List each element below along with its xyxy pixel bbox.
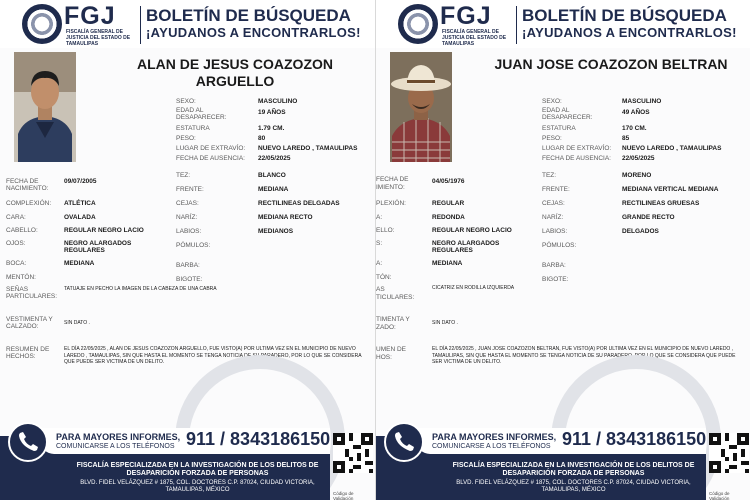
label-boca: BOCA: (6, 260, 27, 267)
brand: FGJ (440, 2, 492, 30)
label-barba: BARBA: (176, 262, 200, 269)
label-tez: TEZ: (542, 172, 557, 179)
label-edad: EDAD AL DESAPARECER: (542, 107, 593, 121)
fgj-seal-logo (22, 4, 62, 44)
value-estatura: 1.79 CM. (258, 125, 285, 132)
label-bigote: BIGOTE: (176, 276, 203, 283)
qr-code-graphic (333, 433, 373, 473)
value-edad: 19 AÑOS (258, 109, 286, 116)
bulletin-subtitle: ¡AYUDANOS A ENCONTRARLOS! (522, 25, 737, 40)
label-resumen: RESUMEN DE HECHOS: (6, 346, 50, 360)
value-cejas: RECTILINEAS DELGADAS (258, 200, 340, 207)
brand-subtitle: FISCALÍA GENERAL DE JUSTICIA DEL ESTADO DE TAMAULIPAS (442, 29, 507, 47)
value-cara: OVALADA (64, 214, 96, 221)
agency-name: FISCALÍA ESPECIALIZADA EN LA INVESTIGACIÓN DE LOS DELITOS DE DESAPARICIÓN FORZADA DE PERSONAS (452, 462, 695, 477)
label-nariz: NARÍZ: (176, 214, 198, 221)
value-cara: REDONDA (432, 214, 465, 221)
bulletin-title: BOLETÍN DE BÚSQUEDA (522, 6, 727, 25)
phone-icon (386, 424, 422, 460)
value-labios: DELGADOS (622, 228, 659, 235)
label-labios: LABIOS: (176, 228, 202, 235)
value-peso: 80 (258, 135, 266, 142)
value-nariz: GRANDE RECTO (622, 214, 675, 221)
qr-code-graphic (709, 433, 749, 473)
info-line-1: PARA MAYORES INFORMES, (56, 432, 181, 442)
qr-code[interactable] (709, 433, 749, 473)
brand-subtitle: FISCALÍA GENERAL DE JUSTICIA DEL ESTADO DE TAMAULIPAS (66, 29, 131, 47)
phone-number[interactable]: 911 / 8343186150 (186, 429, 331, 449)
value-cejas: RECTILINEAS GRUESAS (622, 200, 700, 207)
label-pomulos: PÓMULOS: (542, 242, 577, 249)
value-fecha-nacimiento: 04/05/1976 (432, 178, 465, 185)
value-complexion: ATLÉTICA (64, 200, 96, 207)
qr-caption: Código de Validación (709, 491, 730, 500)
info-line-2: COMUNICARSE A LOS TELÉFONOS (432, 443, 551, 450)
value-lugar: NUEVO LAREDO , TAMAULIPAS (622, 145, 722, 152)
label-cejas: CEJAS: (176, 200, 199, 207)
label-cabello: CABELLO: (6, 227, 38, 234)
label-resumen: UMEN DE (376, 346, 406, 353)
divider (140, 6, 141, 44)
label-nariz: NARÍZ: (542, 214, 564, 221)
label-barba: BARBA: (542, 262, 566, 269)
label-lugar: LUGAR DE EXTRAVÍO: (542, 145, 612, 152)
label-complexion: PLEXIÓN: (376, 200, 406, 207)
label-cara: A: (376, 214, 383, 221)
label-sexo: SEXO: (176, 98, 196, 105)
agency-name: FISCALÍA ESPECIALIZADA EN LA INVESTIGACIÓN DE LOS DELITOS DE DESAPARICIÓN FORZADA DE PERSONAS (76, 462, 319, 477)
value-labios: MEDIANOS (258, 228, 294, 235)
label-senas: AS (376, 286, 385, 293)
poster-right (375, 0, 750, 500)
info-line-2: COMUNICARSE A LOS TELÉFONOS (56, 443, 175, 450)
label-sexo: SEXO: (542, 98, 562, 105)
label-labios: LABIOS: (542, 228, 568, 235)
value-estatura: 170 CM. (622, 125, 647, 132)
label-lugar: LUGAR DE EXTRAVÍO: (176, 145, 246, 152)
person-name: JUAN JOSE COAZOZON BELTRAN (494, 56, 728, 72)
label-senas: SEÑAS PARTICULARES: (6, 286, 58, 300)
label-frente: FRENTE: (542, 186, 570, 193)
value-nariz: MEDIANA RECTO (258, 214, 313, 221)
value-cabello: REGULAR NEGRO LACIO (64, 227, 144, 234)
label-boca: A: (376, 260, 383, 267)
value-ojos: NEGRO ALARGADOS REGULARES (64, 240, 132, 254)
value-fecha-nacimiento: 09/07/2005 (64, 178, 97, 185)
label-fecha-nacimiento: FECHA DE (376, 176, 409, 183)
label-ojos: S: (376, 240, 383, 247)
value-vestimenta: SIN DATO . (432, 320, 458, 326)
header (0, 0, 375, 48)
label-fecha-nacimiento: FECHA DE NACIMIENTO: (6, 178, 49, 192)
phone-icon (10, 424, 46, 460)
value-lugar: NUEVO LAREDO , TAMAULIPAS (258, 145, 358, 152)
label-estatura: ESTATURA (542, 125, 576, 132)
label-fecha-nacimiento-2: IMIENTO: (376, 184, 405, 191)
value-peso: 85 (622, 135, 630, 142)
value-frente: MEDIANA VERTICAL MEDIANA (622, 186, 719, 193)
bulletin-title: BOLETÍN DE BÚSQUEDA (146, 6, 351, 25)
label-peso: PESO: (542, 135, 562, 142)
fgj-seal-logo (398, 4, 438, 44)
label-complexion: COMPLEXIÓN: (6, 200, 52, 207)
value-ojos: NEGRO ALARGADOS REGULARES (432, 240, 500, 254)
value-boca: MEDIANA (432, 260, 463, 267)
value-complexion: REGULAR (432, 200, 465, 207)
value-frente: MEDIANA (258, 186, 289, 193)
value-vestimenta: SIN DATO . (64, 320, 90, 326)
value-edad: 49 AÑOS (622, 109, 650, 116)
brand: FGJ (64, 2, 116, 30)
info-line-1: PARA MAYORES INFORMES, (432, 432, 557, 442)
value-senas: TATUAJE EN PECHO LA IMAGEN DE LA CABEZA DE UNA CABRA (64, 286, 217, 292)
value-sexo: MASCULINO (622, 98, 662, 105)
label-cejas: CEJAS: (542, 200, 565, 207)
value-tez: MORENO (622, 172, 652, 179)
qr-code[interactable] (333, 433, 373, 473)
label-fecha-ausencia: FECHA DE AUSENCIA: (542, 155, 611, 162)
value-tez: BLANCO (258, 172, 286, 179)
phone-badge (8, 422, 48, 462)
value-boca: MEDIANA (64, 260, 95, 267)
person-name: ALAN DE JESUS COAZOZON ARGUELLO (136, 56, 333, 89)
label-menton: TÓN: (376, 274, 392, 281)
missing-person-photo (14, 52, 76, 162)
label-cabello: ELLO: (376, 227, 395, 234)
value-cabello: REGULAR NEGRO LACIO (432, 227, 512, 234)
label-peso: PESO: (176, 135, 196, 142)
label-vestimenta: TIMENTA Y (376, 316, 410, 323)
bulletin-subtitle: ¡AYUDANOS A ENCONTRARLOS! (146, 25, 361, 40)
phone-number[interactable]: 911 / 8343186150 (562, 429, 707, 449)
label-senas-2: TICULARES: (376, 294, 415, 301)
value-resumen: EL DÍA 22/05/2025 , JUAN JOSE COAZOZON BELTRAN, FUE VISTO(A) POR ULTIMA VEZ EN EL MUNICIPIO DE NUEVO LAREDO , TAMAULIPAS, SIN QUE HASTA EL MOMENTO SE TENGA NOTICIA DE SU PARADERO, POR LO QUE SE CONSIDERA QUE PUEDE SER VICTIMA DE UN DELITO. (432, 346, 736, 365)
label-resumen-2: HOS: (376, 354, 392, 361)
agency-address: BLVD. FIDEL VELÁZQUEZ # 1875, COL. DOCTORES C.P. 87024, CIUDAD VICTORIA, TAMAULIPAS, MÉXICO (456, 480, 691, 493)
label-edad: EDAD AL DESAPARECER: (176, 107, 227, 121)
label-tez: TEZ: (176, 172, 191, 179)
value-resumen: EL DÍA 22/05/2025 , ALAN DE JESUS COAZOZON ARGUELLO, FUE VISTO(A) POR ULTIMA VEZ EN EL MUNICIPIO DE NUEVO LAREDO , TAMAULIPAS, SIN QUE HASTA EL MOMENTO SE TENGA NOTICIA DE SU PARADERO, POR LO QUE SE CONSIDERA QUE PUEDE SER VICTIMA DE UN DELITO. (64, 346, 362, 365)
label-fecha-ausencia: FECHA DE AUSENCIA: (176, 155, 245, 162)
person-photo-young-man (14, 52, 76, 162)
label-vestimenta: VESTIMENTA Y CALZADO: (6, 316, 53, 330)
label-estatura: ESTATURA (176, 125, 210, 132)
missing-person-photo (390, 52, 452, 162)
label-cara: CARA: (6, 214, 26, 221)
person-photo-man-cowboy-hat (390, 52, 452, 162)
label-frente: FRENTE: (176, 186, 204, 193)
label-vestimenta-2: ZADO: (376, 324, 396, 331)
footer (376, 418, 750, 500)
divider (516, 6, 517, 44)
value-sexo: MASCULINO (258, 98, 298, 105)
label-pomulos: PÓMULOS: (176, 242, 211, 249)
value-fecha-ausencia: 22/05/2025 (258, 155, 291, 162)
qr-caption: Código de Validación (333, 491, 354, 500)
phone-badge (384, 422, 424, 462)
value-fecha-ausencia: 22/05/2025 (622, 155, 655, 162)
footer (0, 418, 375, 500)
header (376, 0, 750, 48)
label-menton: MENTÓN: (6, 274, 36, 281)
value-senas: CICATRIZ EN RODILLA IZQUIERDA (432, 285, 515, 291)
agency-address: BLVD. FIDEL VELÁZQUEZ # 1875, COL. DOCTORES C.P. 87024, CIUDAD VICTORIA, TAMAULIPAS, MÉXICO (80, 480, 315, 493)
label-bigote: BIGOTE: (542, 276, 569, 283)
label-ojos: OJOS: (6, 240, 26, 247)
